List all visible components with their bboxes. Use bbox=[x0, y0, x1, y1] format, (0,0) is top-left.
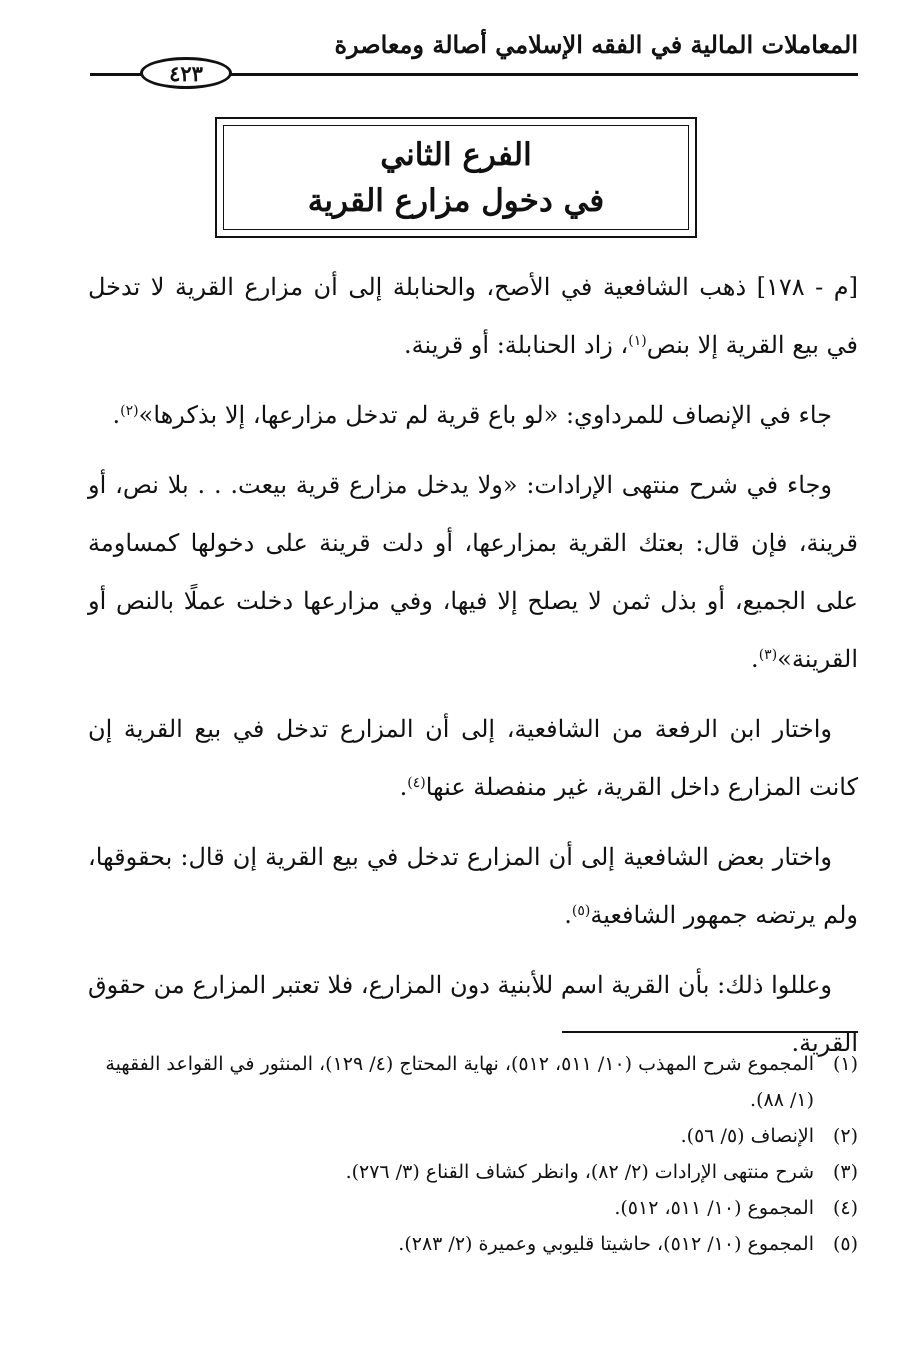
footnote-text: الإنصاف (٥/ ٥٦). bbox=[680, 1125, 814, 1147]
section-title-box bbox=[215, 117, 697, 238]
section-title-line-1: الفرع الثاني bbox=[380, 136, 532, 173]
footnote-2 bbox=[88, 1118, 858, 1154]
paragraph-text: وجاء في شرح منتهى الإرادات: «ولا يدخل مزارع قرية بيعت. . . بلا نص، أو قرينة، فإن قال: بعتك القرية بمزارعها، أو دلت قرينة على دخولها كمساومة على الجميع، أو بذل ثمن لا يصلح إلا فيها، وفي مزارعها دخلت عملًا بالنص أو القرينة» bbox=[88, 471, 859, 673]
paragraph-4 bbox=[88, 700, 858, 816]
footnote-ref-3: (٣) bbox=[758, 647, 778, 663]
footnote-5 bbox=[88, 1226, 858, 1262]
body-text bbox=[88, 258, 858, 1084]
footnote-1 bbox=[88, 1046, 858, 1118]
footnote-text: المجموع (١٠/ ٥١٢)، حاشيتا قليوبي وعميرة (٢/ ٢٨٣). bbox=[398, 1233, 814, 1255]
section-title-line-2: في دخول مزارع القرية bbox=[307, 182, 605, 219]
footnote-ref-4: (٤) bbox=[407, 775, 426, 791]
paragraph-text: جاء في الإنصاف للمرداوي: «لو باع قرية لم تدخل مزارعها، إلا بذكرها» bbox=[138, 401, 832, 429]
paragraph-text: . bbox=[399, 773, 408, 801]
running-header-title: المعاملات المالية في الفقه الإسلامي أصالة ومعاصرة bbox=[334, 30, 858, 59]
footnote-ref-5: (٥) bbox=[571, 903, 591, 919]
footnote-ref-2: (٢) bbox=[120, 403, 139, 419]
section-title-inner-frame bbox=[223, 125, 689, 230]
footnote-text: المجموع (١٠/ ٥١١، ٥١٢). bbox=[614, 1197, 814, 1219]
paragraph-text: . bbox=[112, 401, 121, 429]
footnote-ref-1: (١) bbox=[628, 333, 647, 349]
paragraph-text: . bbox=[751, 645, 759, 673]
footnote-number: (٤) bbox=[832, 1197, 858, 1219]
paragraph-text: واختار بعض الشافعية إلى أن المزارع تدخل في بيع القرية إن قال: بحقوقها، ولم يرتضه جمهور الشافعية bbox=[88, 843, 858, 929]
footnote-number: (٢) bbox=[832, 1125, 858, 1147]
page-number: ٤٢٣ bbox=[140, 57, 232, 89]
footnote-separator bbox=[562, 1031, 858, 1033]
footnote-number: (٥) bbox=[832, 1233, 858, 1255]
paragraph-3 bbox=[88, 456, 858, 688]
paragraph-text: وعللوا ذلك: بأن القرية اسم للأبنية دون المزارع، فلا تعتبر المزارع من حقوق القرية. bbox=[88, 971, 858, 1057]
footnote-4 bbox=[88, 1190, 858, 1226]
footnotes bbox=[88, 1046, 858, 1262]
paragraph-2 bbox=[88, 386, 858, 444]
paragraph-5 bbox=[88, 828, 858, 944]
footnote-number: (٣) bbox=[832, 1161, 858, 1183]
paragraph-1 bbox=[88, 258, 858, 374]
footnote-text: شرح منتهى الإرادات (٢/ ٨٢)، وانظر كشاف القناع (٣/ ٢٧٦). bbox=[345, 1161, 814, 1183]
paragraph-text: ، زاد الحنابلة: أو قرينة. bbox=[404, 331, 629, 359]
footnote-number: (١) bbox=[832, 1053, 858, 1075]
footnote-3 bbox=[88, 1154, 858, 1190]
paragraph-text: واختار ابن الرفعة من الشافعية، إلى أن المزارع تدخل في بيع القرية إن كانت المزارع داخل القرية، غير منفصلة عنها bbox=[88, 715, 858, 801]
paragraph-text: . bbox=[564, 901, 572, 929]
paragraph-text: [م - ١٧٨] ذهب الشافعية في الأصح، والحنابلة إلى أن مزارع القرية لا تدخل في بيع القرية إلا بنص bbox=[88, 273, 858, 359]
footnote-text: المجموع شرح المهذب (١٠/ ٥١١، ٥١٢)، نهاية المحتاج (٤/ ١٢٩)، المنثور في القواعد الفقهية (١/ ٨٨). bbox=[105, 1053, 814, 1111]
